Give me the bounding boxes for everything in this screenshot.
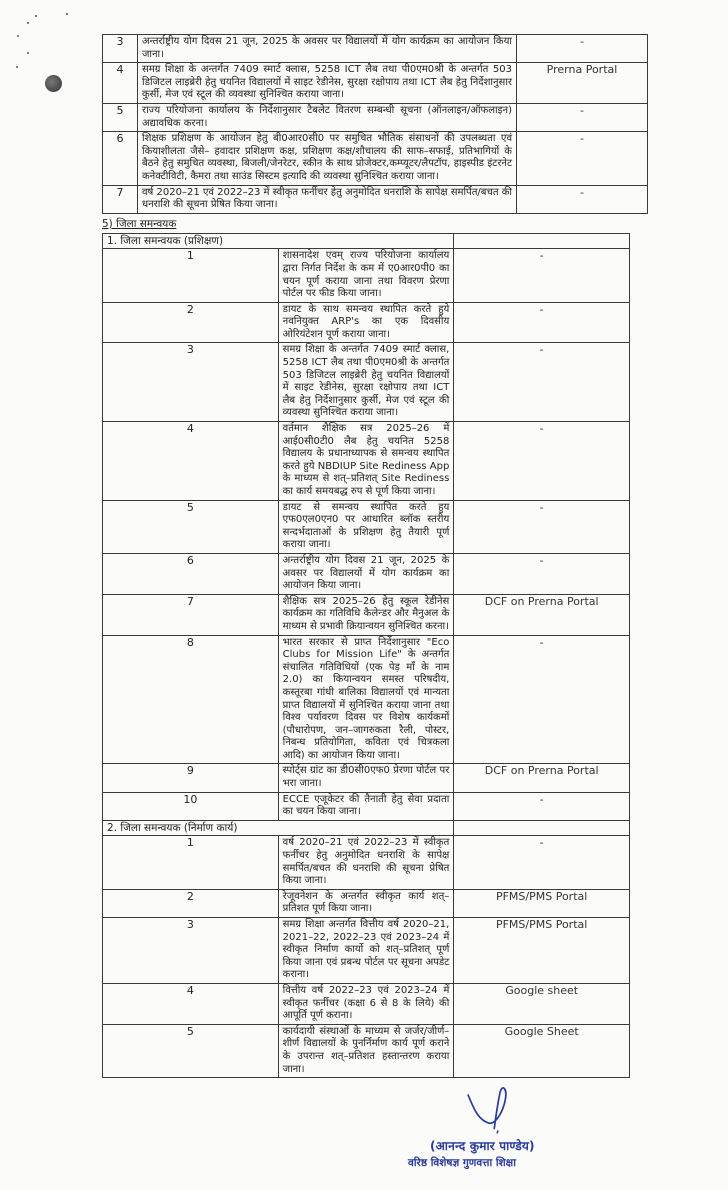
table-row: [103, 983, 630, 1024]
task-description: समग्र शिक्षा अन्तर्गत वित्तीय वर्ष 2020–21, 2021–22, 2022–23 एवं 2023–24 में स्वीकृत निर्माण कार्यो को शत्–प्रतिशत् पूर्ण किया जाना एवं प्रबन्ध पोर्टल पर सूचना अपडेट कराना।: [278, 918, 454, 984]
table-row: [103, 635, 630, 764]
table-row: [103, 302, 630, 343]
table-row: [103, 35, 648, 63]
table-row: [103, 1024, 630, 1077]
portal-name: -: [454, 836, 630, 889]
table-row: [103, 889, 630, 917]
serial-number: 4: [103, 983, 279, 1024]
table-row: [103, 103, 648, 131]
table-row: [103, 792, 630, 820]
task-description: स्पोर्ट्स ग्रांट का डी0सी0एफ0 प्रेरणा पोर्टल पर भरा जाना।: [278, 764, 454, 792]
portal-name: Google sheet: [454, 983, 630, 1024]
scan-speck: [27, 22, 29, 24]
portal-name: Prerna Portal: [517, 63, 648, 104]
empty-cell: [454, 233, 630, 249]
document-body: [102, 0, 630, 1078]
serial-number: 2: [103, 302, 279, 343]
table-row: [103, 553, 630, 594]
portal-name: DCF on Prerna Portal: [454, 764, 630, 792]
task-description: शैक्षिक सत्र 2025–26 हेतु स्कूल रेडीनेस कार्यक्रम का गतिविधि कैलेन्डर और मैनुअल के माध्यम से प्रभावी क्रियान्वयन सुनिश्चित करना।: [278, 594, 454, 635]
task-description: राज्य परियोजना कार्यालय के निर्देशानुसार टैबलेट वितरण सम्बन्धी सूचना (ऑनलाइन/ऑफलाइन) अद्यावधिक करना।: [138, 103, 517, 131]
portal-name: PFMS/PMS Portal: [454, 918, 630, 984]
serial-number: 5: [103, 500, 279, 553]
task-description: समग्र शिक्षा के अन्तर्गत 7409 स्मार्ट क्लास, 5258 ICT लैब तथा पी0एम0श्री के अन्तर्गत 503 डिजिटल लाइब्रेरी हेतु चयनित विद्यालयों में साइट रेडीनेस, सुरक्षा रक्षोपाय तथा ICT लैब हेतु निर्देशानुसार कुर्सी, मेज एवं स्टूल की व्यवस्था सुनिश्चित कराया जाना।: [278, 343, 454, 422]
table-row: [103, 422, 630, 501]
table-continued: [102, 34, 648, 214]
table-row: [103, 836, 630, 889]
table-row: [103, 132, 648, 185]
empty-cell: [454, 820, 630, 836]
serial-number: 2: [103, 889, 279, 917]
serial-number: 4: [103, 422, 279, 501]
serial-number: 5: [103, 1024, 279, 1077]
portal-name: -: [517, 103, 648, 131]
table-row: [103, 343, 630, 422]
portal-name: -: [454, 635, 630, 764]
serial-number: 6: [103, 553, 279, 594]
punch-hole: [45, 75, 62, 92]
task-description: शासनादेश एवम् राज्य परियोजना कार्यालय द्वारा निर्गत निर्देश के कम में ए0आर0पी0 का चयन पूर्ण कराया जाना तथा विवरण प्रेरणा पोर्टल पर फीड किया जाना।: [278, 249, 454, 302]
task-description: समग्र शिक्षा के अन्तर्गत 7409 स्मार्ट क्लास, 5258 ICT लैब तथा पी0एम0श्री के अन्तर्गत 503 डिजिटल लाइब्रेरी हेतु चयनित विद्यालयों में साइट रेडीनेस, सुरक्षा रक्षोपाय तथा ICT लैब हेतु निर्देशानुसार कुर्सी, मेज एवं स्टूल की व्यवस्था सुनिश्चित कराया जाना।: [138, 63, 517, 104]
table-row: [103, 764, 630, 792]
scan-speck: [35, 15, 37, 17]
signature-mark: [458, 1082, 538, 1138]
portal-name: -: [454, 500, 630, 553]
portal-name: -: [454, 302, 630, 343]
table-row: [103, 500, 630, 553]
serial-number: 7: [103, 185, 138, 213]
serial-number: 8: [103, 635, 279, 764]
task-description: ECCE एजूकेटर की तैनाती हेतु सेवा प्रदाता का चयन किया जाना।: [278, 792, 454, 820]
portal-name: -: [454, 792, 630, 820]
task-description: डायट से समन्वय स्थापित करते हुय एफ0एल0एन0 पर आधारित ब्लॉक स्तरीय सन्दर्भदाताओं के प्रशिक्षण हेतु तैयारी पूर्ण कराया जाना।: [278, 500, 454, 553]
portal-name: -: [454, 249, 630, 302]
portal-name: PFMS/PMS Portal: [454, 889, 630, 917]
table-row: [103, 249, 630, 302]
portal-name: -: [454, 422, 630, 501]
signatory-name: (आनन्द कुमार पाण्डेय): [430, 1139, 535, 1154]
task-description: अन्तर्राष्ट्रीय योग दिवस 21 जून, 2025 के अवसर पर विद्यालयों में योग कार्यक्रम का आयोजन किया जाना।: [278, 553, 454, 594]
portal-name: -: [517, 185, 648, 213]
subsection-heading-row: [103, 233, 630, 249]
task-description: भारत सरकार से प्राप्त निर्देशानुसार "Eco Clubs for Mission Life" के अन्तर्गत संचालित गतिविधियों (एक पेड़ माँ के नाम 2.0) का कियान्वयन समस्त परिषदीय, कस्तूरबा गांधी बालिका विद्यालयों एवं मान्यता प्राप्त विद्यालयों में सुनिश्चित कराया जाना तथा विश्व पर्यावरण दिवस पर विशेष कार्यकमों (पौधारोपण, जन–जागरुकता रैली, पोस्टर, निबन्ध प्रतियोगिता, कविता एवं चित्रकला आदि) का आयोजन किया जाना।: [278, 635, 454, 764]
table-row: [103, 594, 630, 635]
serial-number: 5: [103, 103, 138, 131]
scan-speck: [16, 66, 18, 68]
scan-speck: [27, 52, 29, 54]
portal-name: -: [454, 343, 630, 422]
scan-speck: [66, 13, 68, 15]
signature-block: [408, 1078, 608, 1190]
portal-name: Google Sheet: [454, 1024, 630, 1077]
table-row: [103, 185, 648, 213]
portal-name: -: [454, 553, 630, 594]
serial-number: 9: [103, 764, 279, 792]
task-description: वर्ष 2020–21 एवं 2022–23 में स्वीकृत फर्नीचर हेतु अनुमोदित धनराशि के सापेक्ष समर्पित/बचत की धनराशि की सूचना प्रेषित किया जाना।: [138, 185, 517, 213]
task-description: अन्तर्राष्ट्रीय योग दिवस 21 जून, 2025 के अवसर पर विद्यालयों में योग कार्यक्रम का आयोजन किया जाना।: [138, 35, 517, 63]
subsection-heading: 2. जिला समन्वयक (निर्माण कार्य): [103, 820, 454, 836]
task-description: वित्तीय वर्ष 2022–23 एवं 2023–24 में स्वीकृत फर्नीचर (कक्षा 6 से 8 के लिये) की आपूर्ति पूर्ण कराना।: [278, 983, 454, 1024]
portal-name: -: [517, 132, 648, 185]
task-description: कार्यदायी संस्थाओं के माध्यम से जर्जर/जीर्ण–शीर्ण विद्यालयों के पुनर्निर्माण कार्य पूर्ण कराने के उपरान्त शत्–प्रतिशत हस्तान्तरण कराया जाना।: [278, 1024, 454, 1077]
table-district-coordinator: [102, 233, 630, 1078]
task-description: वर्तमान शैक्षिक सत्र 2025–26 में आई0सी0टी0 लैब हेतु चयनित 5258 विद्यालय के प्रधानाध्यापक से समन्वय स्थापित करते हुये NBDIUP Site Rediness App के माध्यम से शत्–प्रतिशत् Site Rediness का कार्य समयबद्ध रुप से पूर्ण किया जाना।: [278, 422, 454, 501]
serial-number: 3: [103, 343, 279, 422]
task-description: डायट के साथ समन्वय स्थापित करते हुये नवनियुक्त ARP's का एक दिवसीय ओरियंटेशन पूर्ण कराया जाना।: [278, 302, 454, 343]
serial-number: 1: [103, 249, 279, 302]
task-description: शिक्षक प्रशिक्षण के आयोजन हेतु बी0आर0सी0 पर समुचित भौतिक संसाधनों की उपलब्धता एवं कियाशीलता जैसे– हवादार प्रशिक्षण कक्ष, प्रशिक्षण कक्ष/शौचालय की साफ–सफाई, प्रतिभागियों के बैठने हेतु समुचित व्यवस्था, बिजली/जेनरेटर, स्कीन के साथ प्रोजेक्टर,कम्प्यूटर/लैपटॉप, हाइस्पीड इंटरनेट कनेक्टीविटी, कैमरा तथा साउंड सिस्टम इत्यादि की व्यवस्था सुनिश्चित कराया जाना।: [138, 132, 517, 185]
subsection-heading: 1. जिला समन्वयक (प्रशिक्षण): [103, 233, 454, 249]
portal-name: -: [517, 35, 648, 63]
serial-number: 3: [103, 35, 138, 63]
table-row: [103, 63, 648, 104]
serial-number: 3: [103, 918, 279, 984]
task-description: रेजूवनेशन के अन्तर्गत स्वीकृत कार्य शत्–प्रतिशत पूर्ण किया जाना।: [278, 889, 454, 917]
serial-number: 1: [103, 836, 279, 889]
subsection-heading-row: [103, 820, 630, 836]
serial-number: 4: [103, 63, 138, 104]
signatory-designation: वरिष्ठ विशेषज्ञ गुणवत्ता शिक्षा: [408, 1157, 516, 1170]
section-title: 5) जिला समन्वयक: [102, 217, 177, 230]
serial-number: 10: [103, 792, 279, 820]
serial-number: 7: [103, 594, 279, 635]
table-row: [103, 918, 630, 984]
serial-number: 6: [103, 132, 138, 185]
scan-speck: [17, 35, 19, 37]
task-description: वर्ष 2020–21 एवं 2022–23 में स्वीकृत फर्नीचर हेतु अनुमोदित धनराशि के सापेक्ष समर्पित/बचत की धनराशि की सूचना प्रेषित किया जाना।: [278, 836, 454, 889]
portal-name: DCF on Prerna Portal: [454, 594, 630, 635]
